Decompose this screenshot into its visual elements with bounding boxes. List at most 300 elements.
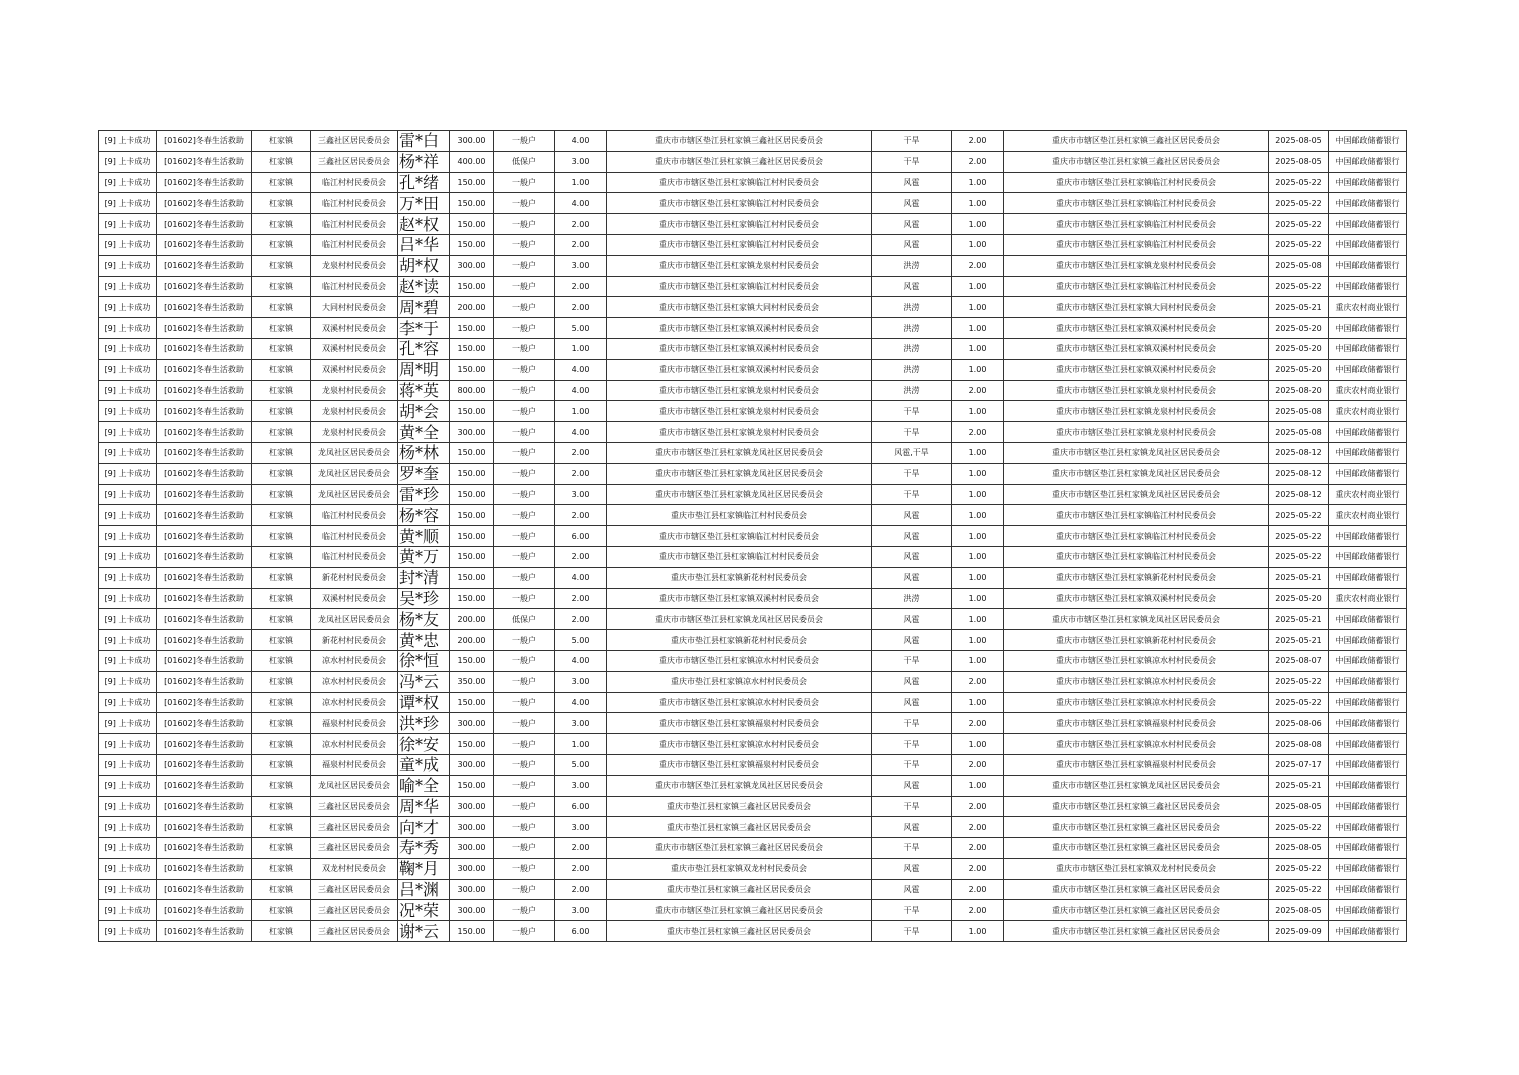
bank-cell: 重庆农村商业银行 [1329,401,1407,422]
date-cell: 2025-05-21 [1269,630,1329,651]
bank-address-cell: 重庆市市辖区垫江县杠家镇龙凤社区居民委员会 [1004,442,1269,463]
date-cell: 2025-05-22 [1269,505,1329,526]
disaster-type-cell: 洪涝 [872,588,952,609]
committee-cell: 大同村村民委员会 [311,297,398,318]
household-type-cell: 一般户 [494,172,555,193]
table-row [99,151,1407,172]
bank-cell: 重庆农村商业银行 [1329,380,1407,401]
bank-cell: 中国邮政储蓄银行 [1329,193,1407,214]
program-cell: [01602]冬春生活救助 [157,276,252,297]
committee-cell: 龙凤社区居民委员会 [311,775,398,796]
bank-address-cell: 重庆市市辖区垫江县杠家镇福泉村村民委员会 [1004,754,1269,775]
people-count-cell: 3.00 [555,484,607,505]
name-cell: 孔*容 [398,338,450,359]
disaster-type-cell: 风雹 [872,214,952,235]
address-cell: 重庆市市辖区垫江县杠家镇龙泉村村民委员会 [607,422,872,443]
town-cell: 杠家镇 [252,484,311,505]
table-row [99,713,1407,734]
table-row [99,546,1407,567]
months-cell: 2.00 [952,255,1004,276]
amount-cell: 150.00 [450,526,494,547]
committee-cell: 三鑫社区居民委员会 [311,900,398,921]
status-cell: [9] 上卡成功 [99,131,157,152]
status-cell: [9] 上卡成功 [99,775,157,796]
amount-cell: 150.00 [450,214,494,235]
amount-cell: 300.00 [450,422,494,443]
disaster-type-cell: 干旱 [872,921,952,942]
months-cell: 1.00 [952,297,1004,318]
name-cell: 童*成 [398,754,450,775]
bank-cell: 中国邮政储蓄银行 [1329,442,1407,463]
status-cell: [9] 上卡成功 [99,630,157,651]
months-cell: 1.00 [952,172,1004,193]
bank-cell: 中国邮政储蓄银行 [1329,754,1407,775]
date-cell: 2025-08-05 [1269,900,1329,921]
months-cell: 1.00 [952,234,1004,255]
committee-cell: 三鑫社区居民委员会 [311,151,398,172]
amount-cell: 350.00 [450,671,494,692]
status-cell: [9] 上卡成功 [99,838,157,859]
amount-cell: 200.00 [450,297,494,318]
program-cell: [01602]冬春生活救助 [157,234,252,255]
amount-cell: 300.00 [450,255,494,276]
amount-cell: 300.00 [450,838,494,859]
committee-cell: 三鑫社区居民委员会 [311,921,398,942]
table-row [99,338,1407,359]
table-row [99,775,1407,796]
bank-address-cell: 重庆市市辖区垫江县杠家镇凉水村村民委员会 [1004,692,1269,713]
people-count-cell: 3.00 [555,900,607,921]
date-cell: 2025-05-22 [1269,276,1329,297]
date-cell: 2025-05-20 [1269,318,1329,339]
program-cell: [01602]冬春生活救助 [157,193,252,214]
amount-cell: 150.00 [450,775,494,796]
bank-address-cell: 重庆市市辖区垫江县杠家镇福泉村村民委员会 [1004,713,1269,734]
name-cell: 胡*会 [398,401,450,422]
amount-cell: 150.00 [450,734,494,755]
program-cell: [01602]冬春生活救助 [157,734,252,755]
program-cell: [01602]冬春生活救助 [157,463,252,484]
name-cell: 赵*读 [398,276,450,297]
months-cell: 2.00 [952,151,1004,172]
household-type-cell: 一般户 [494,775,555,796]
people-count-cell: 6.00 [555,526,607,547]
disaster-type-cell: 风雹 [872,546,952,567]
program-cell: [01602]冬春生活救助 [157,754,252,775]
amount-cell: 300.00 [450,879,494,900]
town-cell: 杠家镇 [252,775,311,796]
months-cell: 1.00 [952,775,1004,796]
months-cell: 1.00 [952,193,1004,214]
program-cell: [01602]冬春生活救助 [157,401,252,422]
town-cell: 杠家镇 [252,276,311,297]
status-cell: [9] 上卡成功 [99,671,157,692]
bank-cell: 中国邮政储蓄银行 [1329,817,1407,838]
amount-cell: 150.00 [450,505,494,526]
date-cell: 2025-05-20 [1269,588,1329,609]
address-cell: 重庆市市辖区垫江县杠家镇龙凤社区居民委员会 [607,463,872,484]
bank-address-cell: 重庆市市辖区垫江县杠家镇新花村村民委员会 [1004,567,1269,588]
bank-cell: 中国邮政储蓄银行 [1329,734,1407,755]
people-count-cell: 6.00 [555,921,607,942]
program-cell: [01602]冬春生活救助 [157,505,252,526]
address-cell: 重庆市市辖区垫江县杠家镇临江村村民委员会 [607,172,872,193]
amount-cell: 150.00 [450,463,494,484]
months-cell: 1.00 [952,630,1004,651]
date-cell: 2025-08-05 [1269,151,1329,172]
amount-cell: 150.00 [450,172,494,193]
address-cell: 重庆市垫江县杠家镇双龙村村民委员会 [607,858,872,879]
household-type-cell: 一般户 [494,879,555,900]
bank-address-cell: 重庆市市辖区垫江县杠家镇龙凤社区居民委员会 [1004,463,1269,484]
bank-address-cell: 重庆市市辖区垫江县杠家镇大同村村民委员会 [1004,297,1269,318]
committee-cell: 临江村村民委员会 [311,172,398,193]
bank-address-cell: 重庆市市辖区垫江县杠家镇三鑫社区居民委员会 [1004,921,1269,942]
committee-cell: 临江村村民委员会 [311,193,398,214]
household-type-cell: 一般户 [494,630,555,651]
bank-cell: 中国邮政储蓄银行 [1329,255,1407,276]
date-cell: 2025-05-22 [1269,526,1329,547]
months-cell: 1.00 [952,359,1004,380]
amount-cell: 300.00 [450,713,494,734]
program-cell: [01602]冬春生活救助 [157,131,252,152]
table-row [99,817,1407,838]
table-row [99,359,1407,380]
months-cell: 2.00 [952,713,1004,734]
bank-address-cell: 重庆市市辖区垫江县杠家镇三鑫社区居民委员会 [1004,796,1269,817]
status-cell: [9] 上卡成功 [99,713,157,734]
name-cell: 况*荣 [398,900,450,921]
people-count-cell: 1.00 [555,401,607,422]
bank-cell: 中国邮政储蓄银行 [1329,713,1407,734]
months-cell: 2.00 [952,131,1004,152]
status-cell: [9] 上卡成功 [99,380,157,401]
program-cell: [01602]冬春生活救助 [157,796,252,817]
bank-cell: 中国邮政储蓄银行 [1329,234,1407,255]
amount-cell: 300.00 [450,817,494,838]
household-type-cell: 一般户 [494,401,555,422]
household-type-cell: 一般户 [494,858,555,879]
name-cell: 喻*全 [398,775,450,796]
bank-cell: 中国邮政储蓄银行 [1329,276,1407,297]
people-count-cell: 5.00 [555,318,607,339]
disaster-type-cell: 干旱 [872,650,952,671]
table-row [99,234,1407,255]
address-cell: 重庆市市辖区垫江县杠家镇凉水村村民委员会 [607,692,872,713]
household-type-cell: 一般户 [494,276,555,297]
bank-cell: 中国邮政储蓄银行 [1329,338,1407,359]
household-type-cell: 一般户 [494,131,555,152]
status-cell: [9] 上卡成功 [99,484,157,505]
date-cell: 2025-08-05 [1269,131,1329,152]
committee-cell: 双溪村村民委员会 [311,359,398,380]
name-cell: 徐*恒 [398,650,450,671]
address-cell: 重庆市市辖区垫江县杠家镇临江村村民委员会 [607,546,872,567]
disaster-type-cell: 干旱 [872,151,952,172]
people-count-cell: 5.00 [555,630,607,651]
committee-cell: 新花村村民委员会 [311,567,398,588]
program-cell: [01602]冬春生活救助 [157,484,252,505]
date-cell: 2025-05-22 [1269,817,1329,838]
table-row [99,609,1407,630]
table-row [99,505,1407,526]
household-type-cell: 一般户 [494,838,555,859]
program-cell: [01602]冬春生活救助 [157,713,252,734]
months-cell: 1.00 [952,276,1004,297]
name-cell: 黄*万 [398,546,450,567]
bank-cell: 中国邮政储蓄银行 [1329,796,1407,817]
date-cell: 2025-09-09 [1269,921,1329,942]
status-cell: [9] 上卡成功 [99,442,157,463]
bank-cell: 中国邮政储蓄银行 [1329,131,1407,152]
name-cell: 罗*奎 [398,463,450,484]
disaster-type-cell: 干旱 [872,422,952,443]
people-count-cell: 3.00 [555,775,607,796]
program-cell: [01602]冬春生活救助 [157,588,252,609]
address-cell: 重庆市市辖区垫江县杠家镇凉水村村民委员会 [607,650,872,671]
household-type-cell: 一般户 [494,318,555,339]
date-cell: 2025-05-08 [1269,255,1329,276]
table-row [99,318,1407,339]
town-cell: 杠家镇 [252,463,311,484]
bank-address-cell: 重庆市市辖区垫江县杠家镇双溪村村民委员会 [1004,318,1269,339]
people-count-cell: 3.00 [555,151,607,172]
name-cell: 吕*渊 [398,879,450,900]
name-cell: 鞠*月 [398,858,450,879]
address-cell: 重庆市市辖区垫江县杠家镇临江村村民委员会 [607,526,872,547]
bank-address-cell: 重庆市市辖区垫江县杠家镇凉水村村民委员会 [1004,734,1269,755]
name-cell: 黄*全 [398,422,450,443]
months-cell: 1.00 [952,526,1004,547]
program-cell: [01602]冬春生活救助 [157,214,252,235]
months-cell: 2.00 [952,754,1004,775]
months-cell: 2.00 [952,879,1004,900]
name-cell: 杨*容 [398,505,450,526]
amount-cell: 200.00 [450,630,494,651]
people-count-cell: 4.00 [555,422,607,443]
table-row [99,838,1407,859]
town-cell: 杠家镇 [252,380,311,401]
committee-cell: 凉水村村民委员会 [311,671,398,692]
address-cell: 重庆市市辖区垫江县杠家镇临江村村民委员会 [607,193,872,214]
bank-address-cell: 重庆市市辖区垫江县杠家镇临江村村民委员会 [1004,193,1269,214]
status-cell: [9] 上卡成功 [99,318,157,339]
town-cell: 杠家镇 [252,526,311,547]
address-cell: 重庆市市辖区垫江县杠家镇龙泉村村民委员会 [607,401,872,422]
town-cell: 杠家镇 [252,796,311,817]
months-cell: 2.00 [952,380,1004,401]
people-count-cell: 3.00 [555,255,607,276]
people-count-cell: 2.00 [555,463,607,484]
address-cell: 重庆市垫江县杠家镇新花村村民委员会 [607,567,872,588]
name-cell: 孔*绪 [398,172,450,193]
program-cell: [01602]冬春生活救助 [157,692,252,713]
table-row [99,401,1407,422]
program-cell: [01602]冬春生活救助 [157,650,252,671]
committee-cell: 临江村村民委员会 [311,214,398,235]
committee-cell: 龙凤社区居民委员会 [311,484,398,505]
program-cell: [01602]冬春生活救助 [157,630,252,651]
people-count-cell: 6.00 [555,796,607,817]
status-cell: [9] 上卡成功 [99,692,157,713]
program-cell: [01602]冬春生活救助 [157,380,252,401]
committee-cell: 双溪村村民委员会 [311,338,398,359]
household-type-cell: 一般户 [494,650,555,671]
status-cell: [9] 上卡成功 [99,505,157,526]
date-cell: 2025-05-20 [1269,338,1329,359]
bank-cell: 中国邮政储蓄银行 [1329,609,1407,630]
months-cell: 1.00 [952,463,1004,484]
program-cell: [01602]冬春生活救助 [157,567,252,588]
people-count-cell: 4.00 [555,650,607,671]
household-type-cell: 一般户 [494,380,555,401]
disaster-type-cell: 洪涝 [872,359,952,380]
disaster-type-cell: 风雹,干旱 [872,442,952,463]
address-cell: 重庆市垫江县杠家镇凉水村村民委员会 [607,671,872,692]
disaster-type-cell: 洪涝 [872,297,952,318]
household-type-cell: 一般户 [494,546,555,567]
program-cell: [01602]冬春生活救助 [157,817,252,838]
bank-address-cell: 重庆市市辖区垫江县杠家镇双龙村村民委员会 [1004,858,1269,879]
amount-cell: 150.00 [450,588,494,609]
bank-address-cell: 重庆市市辖区垫江县杠家镇龙凤社区居民委员会 [1004,484,1269,505]
disaster-type-cell: 干旱 [872,484,952,505]
household-type-cell: 一般户 [494,505,555,526]
household-type-cell: 一般户 [494,588,555,609]
date-cell: 2025-07-17 [1269,754,1329,775]
bank-address-cell: 重庆市市辖区垫江县杠家镇临江村村民委员会 [1004,505,1269,526]
people-count-cell: 3.00 [555,671,607,692]
committee-cell: 三鑫社区居民委员会 [311,131,398,152]
status-cell: [9] 上卡成功 [99,879,157,900]
household-type-cell: 一般户 [494,255,555,276]
town-cell: 杠家镇 [252,713,311,734]
bank-cell: 中国邮政储蓄银行 [1329,879,1407,900]
address-cell: 重庆市市辖区垫江县杠家镇三鑫社区居民委员会 [607,131,872,152]
bank-address-cell: 重庆市市辖区垫江县杠家镇双溪村村民委员会 [1004,588,1269,609]
amount-cell: 800.00 [450,380,494,401]
date-cell: 2025-08-05 [1269,838,1329,859]
table-row [99,297,1407,318]
status-cell: [9] 上卡成功 [99,463,157,484]
date-cell: 2025-08-12 [1269,484,1329,505]
address-cell: 重庆市市辖区垫江县杠家镇龙凤社区居民委员会 [607,484,872,505]
address-cell: 重庆市市辖区垫江县杠家镇龙泉村村民委员会 [607,380,872,401]
status-cell: [9] 上卡成功 [99,359,157,380]
program-cell: [01602]冬春生活救助 [157,609,252,630]
name-cell: 谭*权 [398,692,450,713]
months-cell: 2.00 [952,838,1004,859]
bank-cell: 重庆农村商业银行 [1329,484,1407,505]
household-type-cell: 低保户 [494,609,555,630]
address-cell: 重庆市市辖区垫江县杠家镇大同村村民委员会 [607,297,872,318]
household-type-cell: 一般户 [494,734,555,755]
address-cell: 重庆市垫江县杠家镇临江村村民委员会 [607,505,872,526]
address-cell: 重庆市市辖区垫江县杠家镇龙凤社区居民委员会 [607,442,872,463]
committee-cell: 临江村村民委员会 [311,276,398,297]
program-cell: [01602]冬春生活救助 [157,338,252,359]
program-cell: [01602]冬春生活救助 [157,879,252,900]
months-cell: 1.00 [952,921,1004,942]
disaster-type-cell: 洪涝 [872,380,952,401]
name-cell: 洪*珍 [398,713,450,734]
address-cell: 重庆市市辖区垫江县杠家镇龙泉村村民委员会 [607,255,872,276]
town-cell: 杠家镇 [252,401,311,422]
people-count-cell: 2.00 [555,609,607,630]
date-cell: 2025-05-22 [1269,546,1329,567]
amount-cell: 150.00 [450,484,494,505]
people-count-cell: 2.00 [555,858,607,879]
status-cell: [9] 上卡成功 [99,255,157,276]
town-cell: 杠家镇 [252,817,311,838]
bank-address-cell: 重庆市市辖区垫江县杠家镇新花村村民委员会 [1004,630,1269,651]
disaster-type-cell: 风雹 [872,817,952,838]
name-cell: 吕*华 [398,234,450,255]
disaster-type-cell: 干旱 [872,754,952,775]
status-cell: [9] 上卡成功 [99,900,157,921]
bank-cell: 中国邮政储蓄银行 [1329,172,1407,193]
disaster-type-cell: 风雹 [872,193,952,214]
table-row [99,567,1407,588]
status-cell: [9] 上卡成功 [99,151,157,172]
amount-cell: 150.00 [450,193,494,214]
disaster-type-cell: 风雹 [872,276,952,297]
bank-address-cell: 重庆市市辖区垫江县杠家镇龙凤社区居民委员会 [1004,775,1269,796]
table-row [99,193,1407,214]
town-cell: 杠家镇 [252,193,311,214]
household-type-cell: 一般户 [494,359,555,380]
table-row [99,879,1407,900]
table-row [99,734,1407,755]
people-count-cell: 2.00 [555,214,607,235]
disaster-type-cell: 风雹 [872,671,952,692]
months-cell: 2.00 [952,796,1004,817]
household-type-cell: 一般户 [494,234,555,255]
name-cell: 雷*白 [398,131,450,152]
town-cell: 杠家镇 [252,609,311,630]
bank-address-cell: 重庆市市辖区垫江县杠家镇临江村村民委员会 [1004,276,1269,297]
town-cell: 杠家镇 [252,172,311,193]
table-row [99,422,1407,443]
status-cell: [9] 上卡成功 [99,858,157,879]
town-cell: 杠家镇 [252,900,311,921]
town-cell: 杠家镇 [252,297,311,318]
town-cell: 杠家镇 [252,422,311,443]
address-cell: 重庆市垫江县杠家镇三鑫社区居民委员会 [607,796,872,817]
table-row [99,754,1407,775]
bank-address-cell: 重庆市市辖区垫江县杠家镇双溪村村民委员会 [1004,359,1269,380]
months-cell: 1.00 [952,484,1004,505]
months-cell: 1.00 [952,692,1004,713]
disaster-type-cell: 风雹 [872,172,952,193]
table-row [99,650,1407,671]
bank-cell: 中国邮政储蓄银行 [1329,546,1407,567]
amount-cell: 300.00 [450,754,494,775]
disaster-type-cell: 风雹 [872,567,952,588]
name-cell: 周*碧 [398,297,450,318]
amount-cell: 300.00 [450,131,494,152]
date-cell: 2025-05-22 [1269,879,1329,900]
relief-roster-table [98,130,1407,942]
committee-cell: 龙泉村村民委员会 [311,422,398,443]
amount-cell: 150.00 [450,401,494,422]
bank-address-cell: 重庆市市辖区垫江县杠家镇龙泉村村民委员会 [1004,255,1269,276]
people-count-cell: 2.00 [555,546,607,567]
table-row [99,858,1407,879]
status-cell: [9] 上卡成功 [99,588,157,609]
name-cell: 周*华 [398,796,450,817]
address-cell: 重庆市垫江县杠家镇三鑫社区居民委员会 [607,879,872,900]
